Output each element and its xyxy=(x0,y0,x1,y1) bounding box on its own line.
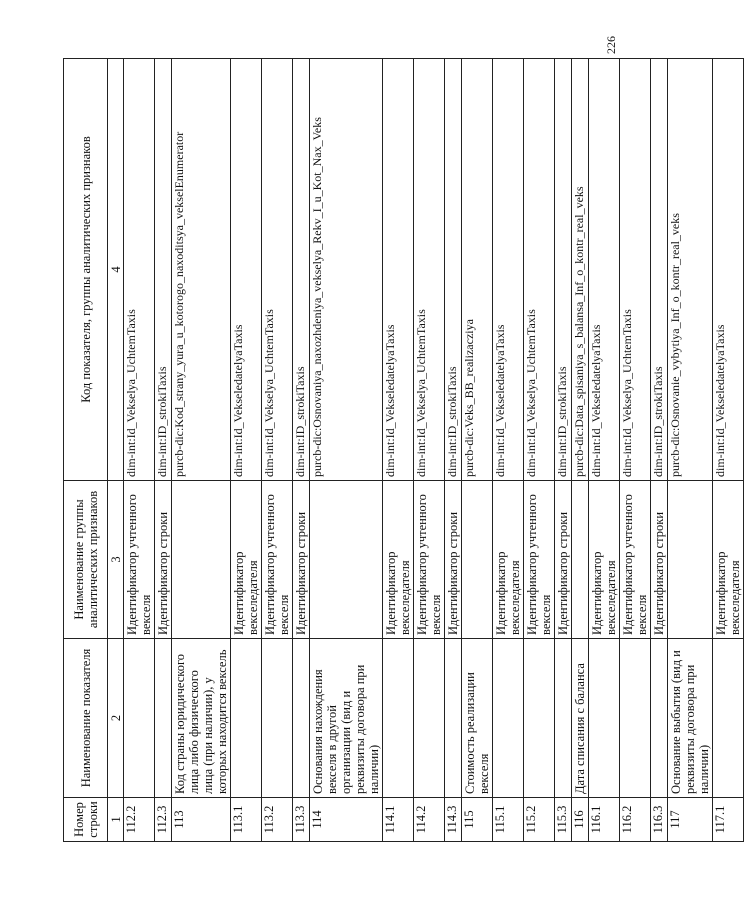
indicator-name xyxy=(555,639,572,798)
indicator-name: Дата списания с баланса xyxy=(572,639,589,798)
indicator-name xyxy=(231,639,262,798)
indicator-name xyxy=(124,639,155,798)
row-number: 112.2 xyxy=(124,798,155,842)
indicator-code: dim-int:Id_Vekselya_UchtemTaxis xyxy=(524,59,555,481)
table-row xyxy=(414,59,445,842)
indicator-code: dim-int:Id_Vekselya_UchtemTaxis xyxy=(620,59,651,481)
indicator-name xyxy=(262,639,293,798)
indicator-name xyxy=(155,639,172,798)
row-number: 117.1 xyxy=(713,798,744,842)
group-name: Идентификатор учтенного векселя xyxy=(620,481,651,639)
indicator-code: dim-int:Id_VekseledatelyaTaxis xyxy=(713,59,744,481)
row-number: 115.3 xyxy=(555,798,572,842)
indicator-code: dim-int:Id_Vekselya_UchtemTaxis xyxy=(262,59,293,481)
group-name: Идентификатор строки xyxy=(651,481,668,639)
row-number: 115 xyxy=(462,798,493,842)
column-index: 4 xyxy=(108,59,124,481)
indicator-name xyxy=(589,639,620,798)
indicator-code: dim-int:ID_strokiTaxis xyxy=(293,59,310,481)
group-name: Идентификатор учтенного векселя xyxy=(524,481,555,639)
indicator-name xyxy=(620,639,651,798)
indicator-code: purcb-dic:Osnovanie_vybytiya_Inf_o_kontr_real_veks xyxy=(668,59,713,481)
row-number: 116.2 xyxy=(620,798,651,842)
table-row xyxy=(589,59,620,842)
table-row xyxy=(310,59,383,842)
table-row xyxy=(524,59,555,842)
group-name xyxy=(572,481,589,639)
header-group-name: Наименование группы аналитических признаков xyxy=(64,481,108,639)
group-name: Идентификатор векселедателя xyxy=(589,481,620,639)
indicator-name xyxy=(383,639,414,798)
indicator-table xyxy=(63,58,744,842)
header-row-number: Номер строки xyxy=(64,798,108,842)
row-number: 112.3 xyxy=(155,798,172,842)
row-number: 114 xyxy=(310,798,383,842)
table-row xyxy=(462,59,493,842)
indicator-name: Стоимость реализации векселя xyxy=(462,639,493,798)
row-number: 114.3 xyxy=(445,798,462,842)
row-number: 114.2 xyxy=(414,798,445,842)
column-index-row xyxy=(108,59,124,842)
column-index: 3 xyxy=(108,481,124,639)
table-row xyxy=(124,59,155,842)
indicator-name xyxy=(293,639,310,798)
indicator-name: Основания нахождения векселя в другой организации (вид и реквизиты договора при наличии) xyxy=(310,639,383,798)
group-name: Идентификатор строки xyxy=(445,481,462,639)
group-name: Идентификатор строки xyxy=(555,481,572,639)
table-row xyxy=(572,59,589,842)
table-row xyxy=(445,59,462,842)
column-index: 1 xyxy=(108,798,124,842)
indicator-code: purcb-dic:Veks_BB_realizacziya xyxy=(462,59,493,481)
indicator-code: dim-int:ID_strokiTaxis xyxy=(555,59,572,481)
table-row xyxy=(493,59,524,842)
row-number: 113 xyxy=(172,798,231,842)
indicator-name xyxy=(445,639,462,798)
indicator-code: purcb-dic:Data_spisaniya_s_balansa_Inf_o_kontr_real_veks xyxy=(572,59,589,481)
table-row xyxy=(155,59,172,842)
indicator-name xyxy=(651,639,668,798)
indicator-code: dim-int:Id_VekseledatelyaTaxis xyxy=(589,59,620,481)
header-indicator-name: Наименование показателя xyxy=(64,639,108,798)
row-number: 113.2 xyxy=(262,798,293,842)
indicator-code: dim-int:Id_VekseledatelyaTaxis xyxy=(231,59,262,481)
indicator-code: dim-int:ID_strokiTaxis xyxy=(651,59,668,481)
table-header-row xyxy=(64,59,108,842)
row-number: 116.3 xyxy=(651,798,668,842)
row-number: 115.2 xyxy=(524,798,555,842)
group-name: Идентификатор векселедателя xyxy=(713,481,744,639)
indicator-code: purcb-dic:Osnovaniya_naxozhdeniya_vekselya_Rekv_I_u_Kot_Nax_Veks xyxy=(310,59,383,481)
indicator-code: dim-int:ID_strokiTaxis xyxy=(155,59,172,481)
table-row xyxy=(620,59,651,842)
table-row xyxy=(231,59,262,842)
table-row xyxy=(651,59,668,842)
table-row xyxy=(668,59,713,842)
group-name: Идентификатор векселедателя xyxy=(493,481,524,639)
indicator-code: dim-int:Id_Vekselya_UchtemTaxis xyxy=(414,59,445,481)
indicator-name xyxy=(524,639,555,798)
table-row xyxy=(555,59,572,842)
indicator-code: dim-int:Id_VekseledatelyaTaxis xyxy=(383,59,414,481)
indicator-code: purcb-dic:Kod_strany_yura_u_kotorogo_naxoditsya_vekselEnumerator xyxy=(172,59,231,481)
column-index: 2 xyxy=(108,639,124,798)
indicator-name xyxy=(493,639,524,798)
row-number: 113.3 xyxy=(293,798,310,842)
group-name: Идентификатор учтенного векселя xyxy=(262,481,293,639)
group-name: Идентификатор учтенного векселя xyxy=(414,481,445,639)
row-number: 114.1 xyxy=(383,798,414,842)
table-row xyxy=(172,59,231,842)
group-name: Идентификатор строки xyxy=(155,481,172,639)
row-number: 116.1 xyxy=(589,798,620,842)
table-row xyxy=(713,59,744,842)
indicator-name xyxy=(713,639,744,798)
table-row xyxy=(293,59,310,842)
indicator-code: dim-int:ID_strokiTaxis xyxy=(445,59,462,481)
row-number: 113.1 xyxy=(231,798,262,842)
group-name xyxy=(172,481,231,639)
group-name xyxy=(310,481,383,639)
indicator-code: dim-int:Id_VekseledatelyaTaxis xyxy=(493,59,524,481)
rotated-page xyxy=(63,59,742,842)
table-row xyxy=(262,59,293,842)
row-number: 115.1 xyxy=(493,798,524,842)
indicator-code: dim-int:Id_Vekselya_UchtemTaxis xyxy=(124,59,155,481)
page-number: 226 xyxy=(604,36,618,54)
group-name: Идентификатор строки xyxy=(293,481,310,639)
group-name xyxy=(668,481,713,639)
group-name xyxy=(462,481,493,639)
header-code: Код показателя, группы аналитических признаков xyxy=(64,59,108,481)
indicator-name: Код страны юридического лица либо физического лица (при наличии), у которых находится вексель xyxy=(172,639,231,798)
indicator-name: Основание выбытия (вид и реквизиты договора при наличии) xyxy=(668,639,713,798)
row-number: 116 xyxy=(572,798,589,842)
group-name: Идентификатор векселедателя xyxy=(231,481,262,639)
group-name: Идентификатор учтенного векселя xyxy=(124,481,155,639)
row-number: 117 xyxy=(668,798,713,842)
group-name: Идентификатор векселедателя xyxy=(383,481,414,639)
indicator-name xyxy=(414,639,445,798)
table-row xyxy=(383,59,414,842)
